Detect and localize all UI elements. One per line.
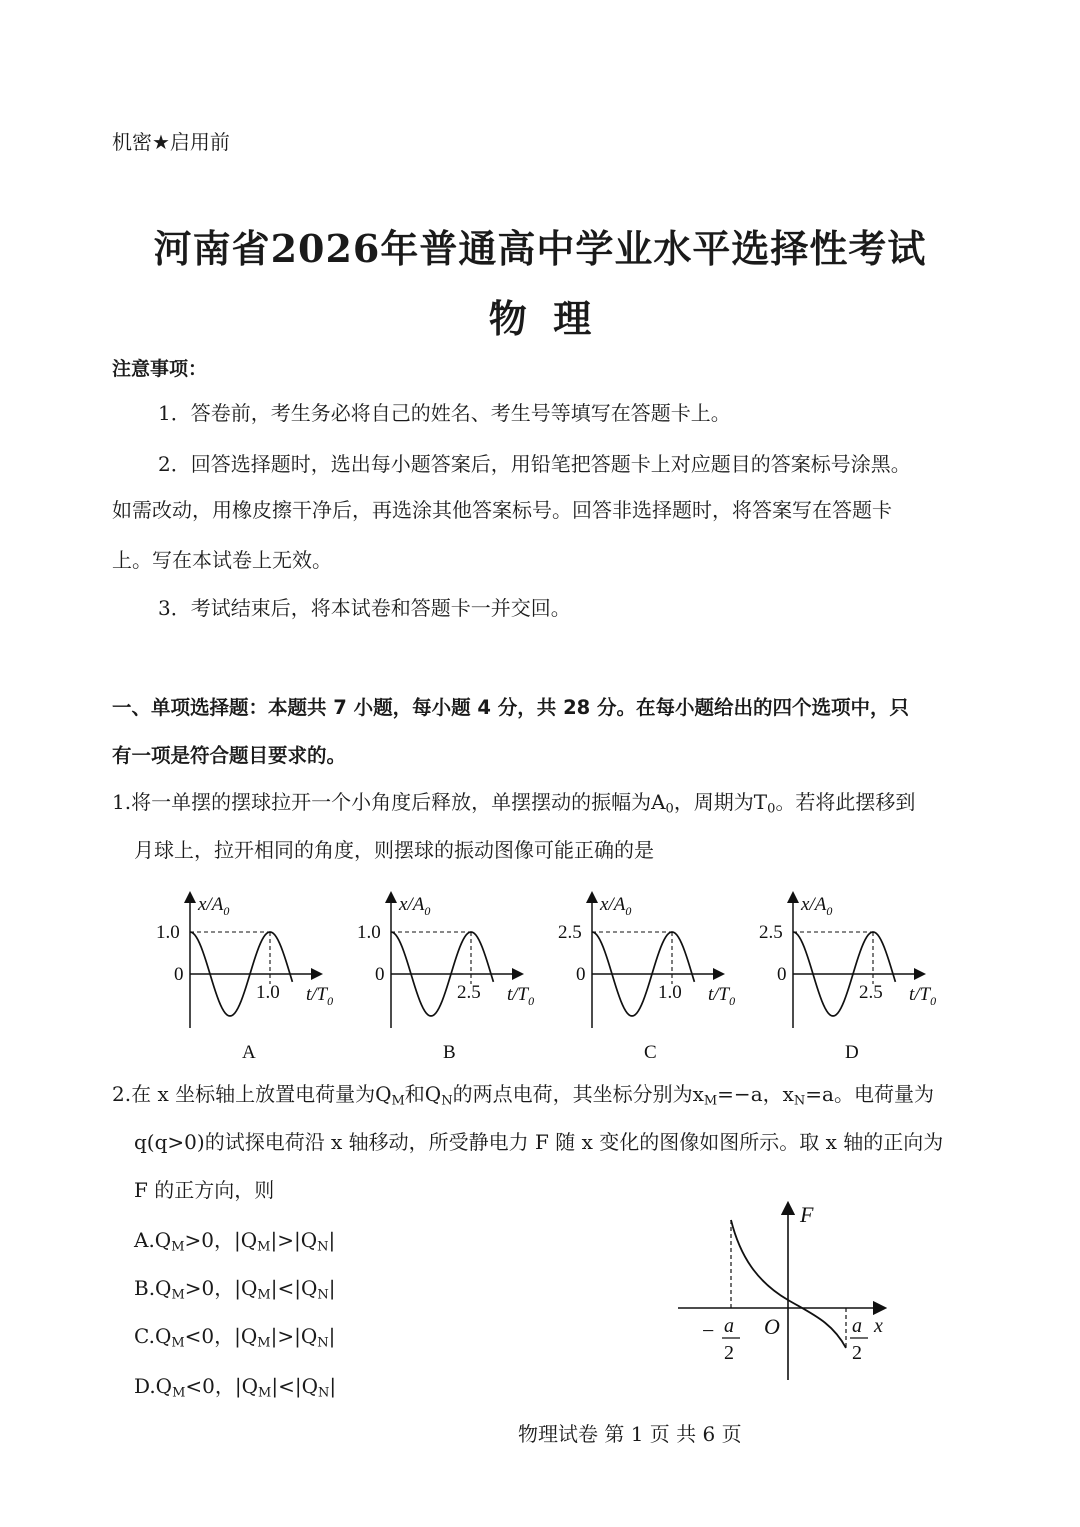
section1-heading-line1: 一、单项选择题：本题共 7 小题，每小题 4 分，共 28 分。在每小题给出的四个选项中，只 <box>112 696 910 719</box>
q1-graph-t-label: $t/T_0$ <box>507 984 535 1008</box>
q1-graph-amplitude-label: 1.0 <box>357 922 381 943</box>
section1-heading-line2: 有一项是符合题目要求的。 <box>112 744 347 767</box>
q1-graph-period-label: 2.5 <box>859 982 883 1003</box>
q2-y-axis-label: F <box>800 1202 814 1227</box>
q1-graph-y-label-sub: 0 <box>826 904 833 918</box>
q1-graph-t-label-sub: 0 <box>528 994 535 1008</box>
q2-option-d: $D.Q_M<0$，$|Q_M|<|Q_N|$ <box>134 1374 337 1401</box>
q1-graph-t-label: $t/T_0$ <box>708 984 736 1008</box>
q2-stem-line2: q(q>0)的试探电荷沿 x 轴移动，所受静电力 F 随 x 变化的图像如图所示。取 x 轴的正向为 <box>134 1130 944 1154</box>
q1-stem-line2: 月球上，拉开相同的角度，则摆球的振动图像可能正确的是 <box>134 838 654 862</box>
q1-graph-d <box>759 894 936 1063</box>
notice-heading: 注意事项： <box>112 358 208 380</box>
q1-graph-option-letter: C <box>644 1042 657 1063</box>
q2-origin-label: O <box>764 1314 780 1339</box>
exam-title: 河南省2026年普通高中学业水平选择性考试 <box>153 226 927 271</box>
q1-vibration-graphs <box>140 888 1000 1068</box>
q1-graph-option-letter: D <box>845 1042 859 1063</box>
q2-option-b: $B.Q_M>0$，$|Q_M|<|Q_N|$ <box>134 1276 336 1303</box>
q1-graph-c <box>558 894 735 1063</box>
notice-item-2-line1: 2．回答选择题时，选出每小题答案后，用铅笔把答题卡上对应题目的答案标号涂黑。 <box>158 452 911 476</box>
q1-graph-amplitude-label: 2.5 <box>558 922 582 943</box>
q1-graph-t-label: $t/T_0$ <box>306 984 334 1008</box>
q2-x-axis-label: x <box>874 1315 883 1337</box>
q2-left-tick-numerator: a <box>724 1315 734 1337</box>
q1-graph-t-label-sub: 0 <box>327 994 334 1008</box>
q1-graph-amplitude-label: 2.5 <box>759 922 783 943</box>
q2-option-c: $C.Q_M<0$，$|Q_M|>|Q_N|$ <box>134 1324 336 1351</box>
q1-graph-origin: 0 <box>777 964 787 985</box>
q2-stem-line3: F 的正方向，则 <box>134 1178 275 1202</box>
q2-right-tick-denominator: 2 <box>852 1342 862 1364</box>
q1-graph-origin: 0 <box>576 964 586 985</box>
q1-graph-t-label-sub: 0 <box>729 994 736 1008</box>
q2-right-tick-numerator: a <box>852 1315 862 1337</box>
page-footer: 物理试卷 第 1 页 共 6 页 <box>518 1422 742 1446</box>
q2-force-graph <box>672 1196 912 1386</box>
q2-left-tick-denominator: 2 <box>724 1342 734 1364</box>
q1-graph-y-label-sub: 0 <box>625 904 632 918</box>
q1-graph-b <box>357 894 534 1063</box>
confidential-label: 机密★启用前 <box>112 130 230 154</box>
q1-graph-y-label-sub: 0 <box>223 904 230 918</box>
notice-item-1: 1．答卷前，考生务必将自己的姓名、考生号等填写在答题卡上。 <box>158 401 731 425</box>
q1-graph-period-label: 1.0 <box>256 982 280 1003</box>
q1-graph-period-label: 1.0 <box>658 982 682 1003</box>
q1-graph-amplitude-label: 1.0 <box>156 922 180 943</box>
q1-graph-y-label: $x/A_0$ <box>600 894 632 918</box>
q1-graph-option-letter: B <box>443 1042 456 1063</box>
q1-graph-t-label-sub: 0 <box>930 994 937 1008</box>
q1-graph-option-letter: A <box>242 1042 256 1063</box>
q1-graph-origin: 0 <box>375 964 385 985</box>
q1-graph-y-label: $x/A_0$ <box>198 894 230 918</box>
q1-graph-a <box>156 894 333 1063</box>
notice-item-2-line2: 如需改动，用橡皮擦干净后，再选涂其他答案标号。回答非选择题时，将答案写在答题卡 <box>112 498 892 522</box>
q1-graph-origin: 0 <box>174 964 184 985</box>
q1-graph-y-label: $x/A_0$ <box>801 894 833 918</box>
q1-stem-line1: 1.将一单摆的摆球拉开一个小角度后释放，单摆摆动的振幅为$A_0$，周期为$T_0$。若将此摆移到 <box>112 790 916 817</box>
q2-left-tick-sign: − <box>702 1318 715 1343</box>
subject-title: 物 理 <box>488 296 592 341</box>
q2-option-a: $A.Q_M>0$，$|Q_M|>|Q_N|$ <box>134 1228 336 1255</box>
q1-graph-y-label-sub: 0 <box>424 904 431 918</box>
q1-graph-y-label: $x/A_0$ <box>399 894 431 918</box>
q1-graph-period-label: 2.5 <box>457 982 481 1003</box>
notice-item-2-line3: 上。写在本试卷上无效。 <box>112 548 332 572</box>
q2-stem-line1: 2.在 x 坐标轴上放置电荷量为$Q_M$和$Q_N$的两点电荷，其坐标分别为$x_M=-a$，$x_N=a$。电荷量为 <box>112 1082 934 1109</box>
notice-item-3: 3．考试结束后，将本试卷和答题卡一并交回。 <box>158 596 571 620</box>
q1-graph-t-label: $t/T_0$ <box>909 984 937 1008</box>
